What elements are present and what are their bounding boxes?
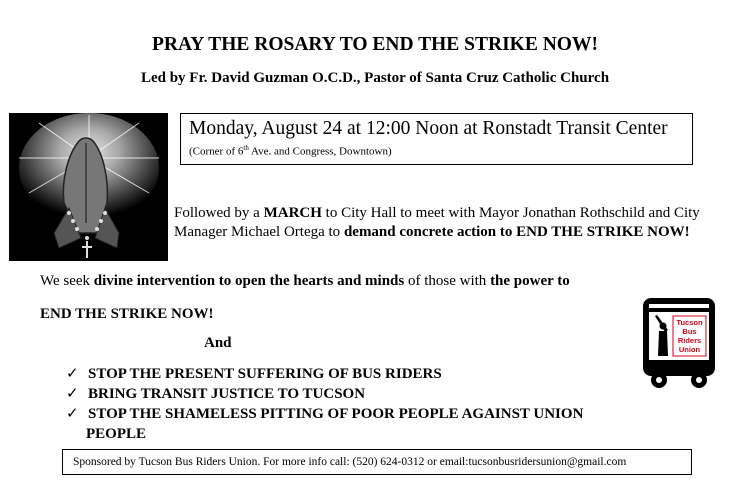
- demand-text: STOP THE SHAMELESS PITTING OF POOR PEOPLE AGAINST UNION: [88, 406, 584, 422]
- seek-paragraph: [40, 273, 680, 290]
- bus-icon: [641, 296, 717, 392]
- event-details-box: [180, 113, 693, 165]
- event-address-sup: th: [243, 144, 249, 152]
- seek-bold-1: divine intervention to open the hearts and minds: [93, 273, 405, 289]
- end-strike-line: END THE STRIKE NOW!: [40, 306, 214, 322]
- march-text-1: Followed by a: [174, 205, 264, 221]
- seek-text-2: of those with: [404, 273, 491, 289]
- event-address: [189, 141, 692, 159]
- flyer-title: PRAY THE ROSARY TO END THE STRIKE NOW!: [152, 34, 598, 55]
- demand-text: STOP THE PRESENT SUFFERING OF BUS RIDERS: [88, 366, 442, 382]
- logo-line-3: Riders: [677, 336, 702, 345]
- demand-item: [66, 364, 442, 384]
- demand-text: BRING TRANSIT JUSTICE TO TUCSON: [88, 386, 366, 402]
- check-icon: ✓: [66, 366, 79, 382]
- sponsor-box: [62, 449, 692, 475]
- check-icon: ✓: [66, 406, 79, 422]
- demand-text-continued: PEOPLE: [86, 426, 147, 442]
- march-bold-1: MARCH: [263, 205, 322, 221]
- demand-item: [66, 404, 666, 444]
- logo-line-1: Tucson: [676, 318, 703, 327]
- event-date-location: Monday, August 24 at 12:00 Noon at Ronstadt Transit Center: [189, 118, 668, 139]
- and-label: And: [204, 335, 232, 351]
- flyer-subtitle: Led by Fr. David Guzman O.C.D., Pastor of Santa Cruz Catholic Church: [140, 70, 610, 86]
- praying-hands-image: [9, 113, 168, 261]
- sponsor-text: Sponsored by Tucson Bus Riders Union. For more info call: (520) 624-0312 or email:tucsonbusridersunion@gmail.com: [73, 456, 627, 468]
- praying-hands-rosary-icon: [9, 113, 168, 261]
- demand-item: [66, 384, 365, 404]
- seek-text-1: We seek: [40, 273, 94, 289]
- bus-riders-union-logo: [641, 296, 717, 392]
- check-icon: ✓: [66, 386, 79, 402]
- march-bold-2: demand concrete action to END THE STRIKE NOW!: [343, 224, 690, 240]
- march-paragraph: [174, 204, 734, 242]
- event-address-part2: Ave. and Congress, Downtown): [248, 145, 392, 158]
- march-text-2: to City Hall to meet with Mayor Jonathan Rothschild and City Manager Michael Ortega to: [174, 205, 700, 240]
- seek-bold-2: the power to: [490, 273, 570, 289]
- logo-line-2: Bus: [682, 327, 697, 336]
- logo-line-4: Union: [678, 345, 701, 354]
- event-address-part1: (Corner of 6: [189, 145, 244, 158]
